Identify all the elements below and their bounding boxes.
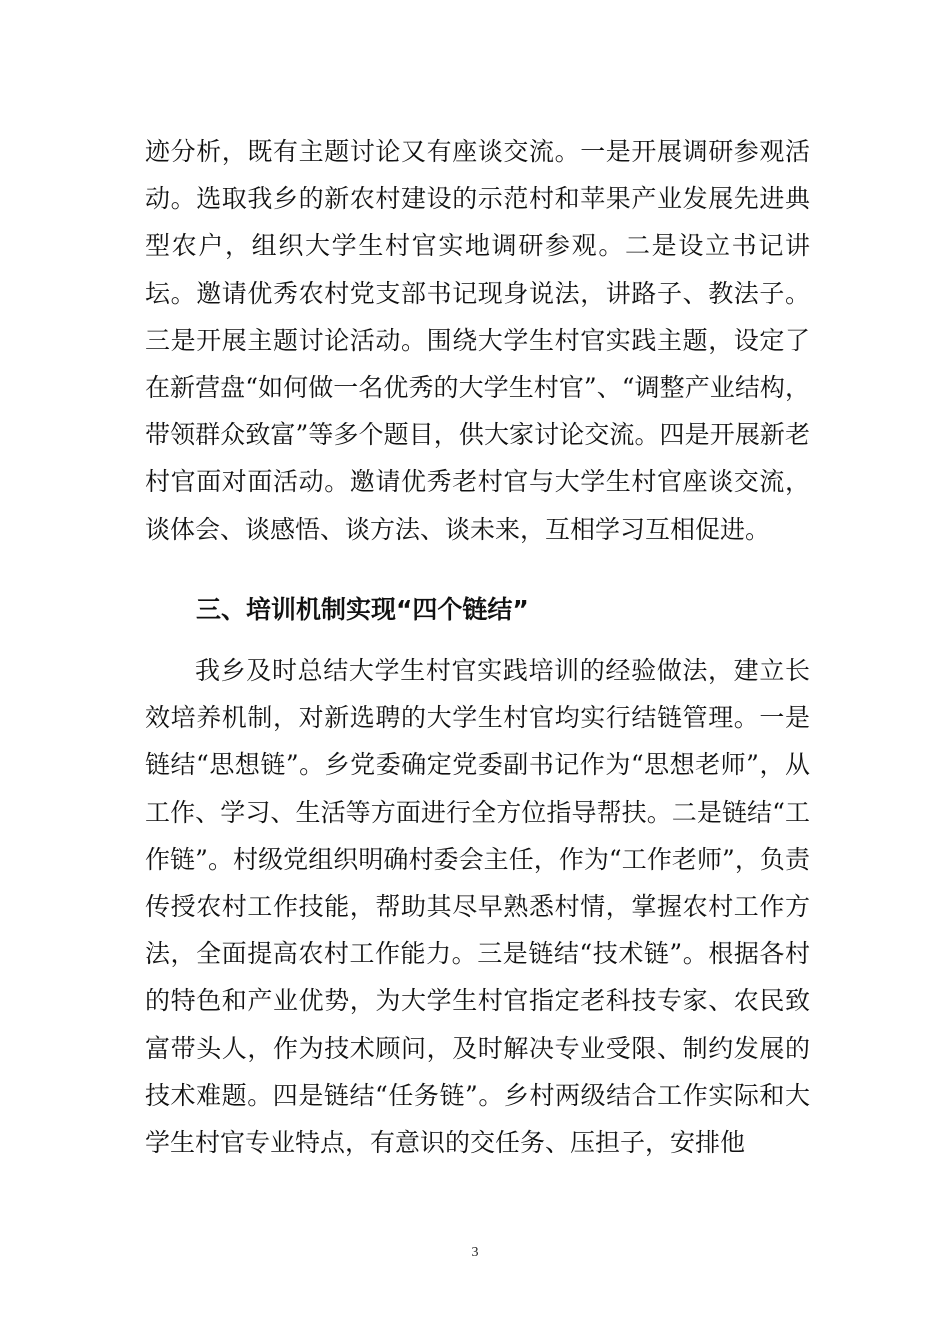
section-heading: 三、培训机制实现“四个链结” <box>196 595 529 624</box>
body-paragraph: 我乡及时总结大学生村官实践培训的经验做法，建立长效培养机制，对新选聘的大学生村官均实行结链管理。一是链结“思想链”。乡党委确定党委副书记作为“思想老师”，从工作、学习、生活等方面进行全方位指导帮扶。二是链结“工作链”。村级党组织明确村委会主任，作为“工作老师”，负责传授农村工作技能，帮助其尽早熟悉村情，掌握农村工作方法，全面提高农村工作能力。三是链结“技术链”。根据各村的特色和产业优势，为大学生村官指定老科技专家、农民致富带头人，作为技术顾问，及时解决专业受限、制约发展的技术难题。四是链结“任务链”。乡村两级结合工作实际和大学生村官专业特点，有意识的交任务、压担子，安排他 <box>145 656 810 1158</box>
page-number: 3 <box>471 1245 479 1260</box>
body-paragraph-continued: 迹分析，既有主题讨论又有座谈交流。一是开展调研参观活动。选取我乡的新农村建设的示范村和苹果产业发展先进典型农户，组织大学生村官实地调研参观。二是设立书记讲坛。邀请优秀农村党支部书记现身说法，讲路子、教法子。三是开展主题讨论活动。围绕大学生村官实践主题，设定了在新营盘“如何做一名优秀的大学生村官”、“调整产业结构，带领群众致富”等多个题目，供大家讨论交流。四是开展新老村官面对面活动。邀请优秀老村官与大学生村官座谈交流，谈体会、谈感悟、谈方法、谈未来，互相学习互相促进。 <box>145 137 810 544</box>
